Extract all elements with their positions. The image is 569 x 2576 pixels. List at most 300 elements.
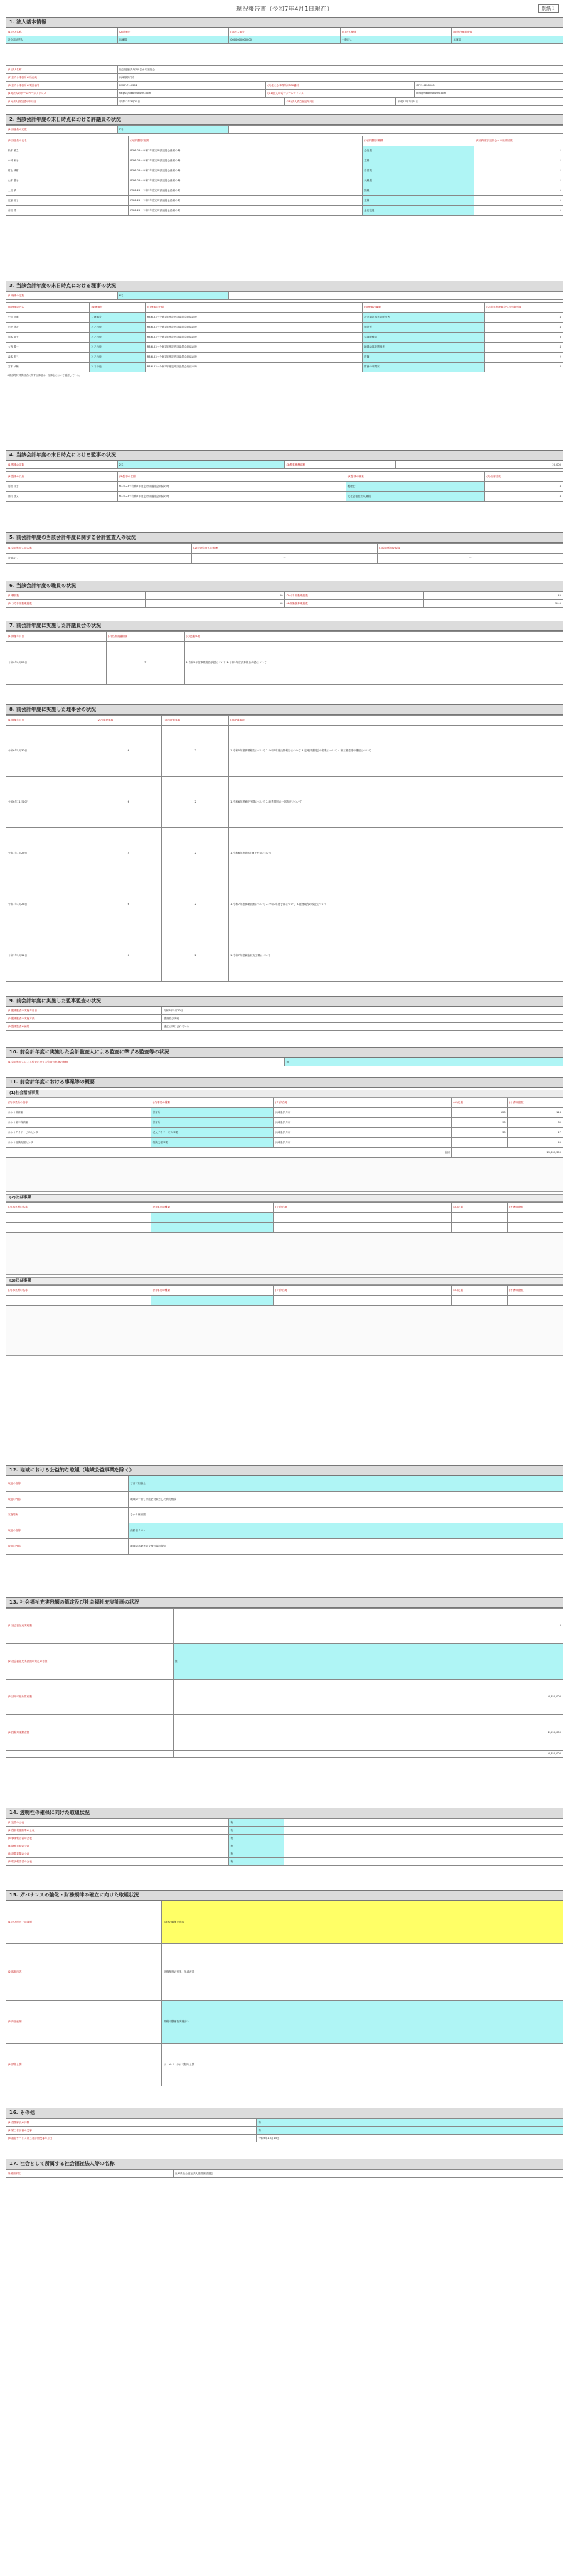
cell: ひかり保育園 [129,1508,563,1523]
empty-cell [6,1296,151,1306]
cell: R3.6.23～令和7年度定時評議員会終結の時 [145,313,362,323]
cell: 27 [507,1128,563,1138]
cell: ひかり保育園 [6,1108,151,1118]
table-row [6,2135,563,2142]
value-cell: 兵庫県 [452,36,563,44]
table-row [6,1858,563,1866]
table-row [6,343,563,353]
cell: 2 [162,828,229,879]
councillor-table [6,136,563,216]
cell: 適正に執行されている [162,1023,563,1031]
section-heading: 11. 前会計年度における事業等の概要 [6,1077,563,1088]
empty-cell [273,1223,452,1233]
cell: 兵庫県伊丹市 [273,1118,452,1128]
label-cell: 取組の名称 [6,1476,129,1492]
cell: 120 [452,1108,507,1118]
label-cell: 実施場所 [6,1508,129,1523]
label-cell: (2)社会福祉充実計画の策定の有無 [6,1644,174,1680]
cell: ホームページにて随時公開 [162,2044,563,2086]
empty-cell [151,1223,273,1233]
label-cell: (2)第三者評価の受審 [6,2127,257,2135]
label-cell: (1)監事監査の実施年月日 [6,1007,162,1015]
label-cell: (4)情報公開 [6,2044,162,2086]
auditor-summary-table [6,461,563,469]
empty-cell [284,1850,563,1858]
table-row [6,492,563,502]
header-cell: (3)評議員の氏名 [6,136,129,146]
header-cell: (4)決議事項 [229,716,563,726]
cell: 4 [485,343,563,353]
value-cell: 兵庫県 [117,36,229,44]
cell: 4 [485,482,563,492]
label-cell: (4)控除対象財産額 [6,1715,174,1751]
label-cell: (1)定款の公表 [6,1819,229,1827]
section-heading: 14. 透明性の確保に向けた取組状況 [6,1808,563,1818]
section-17 [6,2159,563,2184]
table-row [6,166,563,176]
empty-cell [151,1296,273,1306]
table-row [6,1476,563,1492]
cell: 2 [485,353,563,363]
table-row [6,592,563,600]
label-cell: (3)監事報酬総額 [284,461,396,469]
label-cell: (3)福祉サービス第三者評価受審年月日 [6,2135,257,2142]
cell: 令和7年3月31日 [6,930,95,982]
cell: 無 [284,1058,563,1066]
cell: 佐藤 裕子 [6,196,129,206]
total-value: 19,637,350 [452,1148,563,1158]
cell: 0 [173,1609,563,1644]
total-value: 4,850,000 [173,1751,563,1758]
section-heading: 12. 地域における公益的な取組（地域公益事業を除く） [6,1465,563,1476]
cell: 岡本 恵子 [6,333,90,343]
table-row [6,176,563,186]
table-row [6,2170,563,2178]
cell: 中川 正明 [6,313,90,323]
empty-cell [151,1213,273,1223]
section-13 [6,1597,563,1803]
header-cell: (3)会計監査の結果 [378,544,563,554]
section-heading: 17. 社会として所属する社会福祉法人等の名称 [6,2159,563,2169]
label-cell: (12)法人設立認可年月日 [6,98,118,106]
cell: 小林 和子 [6,156,129,166]
section-7 [6,621,563,700]
cell: 4 [485,363,563,372]
director-table [6,302,563,372]
cell: 90 [452,1118,507,1128]
cell: 6 [95,879,162,930]
table-row [6,642,563,685]
cell: 1 [474,156,563,166]
empty-cell [6,1213,151,1223]
label-cell: (13)法人設立登記年月日 [284,98,396,106]
table-row [6,206,563,216]
label-cell: (2)役員報酬基準の公表 [6,1827,229,1835]
empty-cell [507,1223,563,1233]
cell: － [452,1138,507,1148]
section-15 [6,1890,563,2103]
header-cell: (ウ)所在地 [273,1286,452,1296]
label-cell: (7)主たる事務所の所在地 [6,74,118,82]
header-cell: (3)法人番号 [229,28,341,36]
section-5 [6,532,563,576]
header-cell: (5)所在都道府県 [452,28,563,36]
header-cell: (ア)事業所の名称 [6,1286,151,1296]
cell: 2 その他 [90,363,145,372]
table-row [6,1609,563,1644]
cell: 地域の子育て家庭を対象とした育児相談 [129,1492,563,1508]
header-cell: (ウ)所在地 [273,1203,452,1213]
cell: 50.5 [424,600,563,608]
cell: R3.6.23～令和7年度定時評議員会終結の時 [129,196,363,206]
empty-cell [273,1296,452,1306]
empty-cell [6,1223,151,1233]
cell: 2 その他 [90,333,145,343]
cell: 1.令和7年度資金収支予算について [229,930,563,982]
report-title: 現況報告書（令和7年4月1日現在） [236,6,333,12]
cell: 2 その他 [90,323,145,333]
welfare-business-table [6,1098,563,1158]
header-cell: (5)理事の任期 [145,303,362,313]
header-cell: (6)前年度評議員会への出席回数 [474,136,563,146]
table-row [6,2044,563,2086]
cell: 1.令和5年度事業報告について 2.令和5年度決算報告について 3.定時評議員会の招集について 4.第三者委員の選任について [229,726,563,777]
table-row [6,1523,563,1539]
cell: 4 [485,313,563,323]
cell: 有 [257,2127,563,2135]
section-1-contact [6,65,563,97]
header-cell: (2)出席理事数 [95,716,162,726]
label-cell: (1)法人運営上の課題 [6,1901,162,1944]
label-cell: (11)法人の電子メールアドレス [266,90,415,97]
cell: 保育所 [151,1108,273,1118]
cell: 1 [474,206,563,216]
total-label [6,1751,174,1758]
form-id: 別紙１ [538,4,560,13]
label-cell: (1)理事の定数 [6,292,118,300]
total-label: 合計 [6,1148,452,1158]
cell: 田中 美香 [6,323,90,333]
cell: 主婦 [363,196,474,206]
table-row [6,1842,563,1850]
cell: 有 [257,2119,563,2127]
table-row [6,196,563,206]
cell: R3.6.23～令和7年度定時評議員会終結の時 [117,492,346,502]
table-row [6,156,563,166]
value-cell: 0727-62-8060 [415,82,563,90]
table-row [6,1128,563,1138]
cell: 前田 博 [6,206,129,216]
cell: 89 [507,1118,563,1128]
cell: 2 その他 [90,343,145,353]
label-cell: (8)主たる事務所の電話番号 [6,82,118,90]
cell: 30 [452,1128,507,1138]
value-cell: 兵庫県伊丹市 [117,74,563,82]
label-cell: (6)現況報告書の公表 [6,1858,229,1866]
blank-area [6,1158,563,1192]
section-heading: 2. 当該会計年度の末日時点における評議員の状況 [6,114,563,125]
section-2 [6,114,563,277]
cell: 兵庫県社会福祉法人経営者協議会 [173,2170,563,2178]
label-cell: (3)うち非常勤職員数 [6,600,146,608]
table-row [6,1715,563,1751]
cell: 保育所 [151,1118,273,1128]
header-cell: (2)所轄庁 [117,28,229,36]
basic-info-table [6,28,563,44]
value-cell: 平成17年3月31日 [396,98,563,106]
cell: 地域の福祉関係者 [363,343,485,353]
table-row [6,323,563,333]
cell: 会社役員 [363,206,474,216]
label-cell: (1)監事の定数 [6,461,118,469]
cell: 相談支援事業 [151,1138,273,1148]
label-cell: (1)会計監査人による監査に準ずる監査の実施の有無 [6,1058,285,1066]
table-row [6,600,563,608]
table-row [6,1118,563,1128]
cell: R3.6.23～令和7年度定時評議員会終結の時 [145,343,362,353]
cell: 1 [474,146,563,156]
section-heading: 13. 社会福祉充実残額の算定及び社会福祉充実計画の状況 [6,1597,563,1608]
header-cell: (5)出席回数 [485,472,563,482]
table-row [6,1108,563,1118]
section-6 [6,581,563,616]
label-cell: 取組の名称 [6,1523,129,1539]
label-cell: (4)常勤換算職員数 [284,600,424,608]
table-row [6,1508,563,1523]
header-cell: (4)法人種別 [340,28,452,36]
cell: 有 [229,1858,284,1866]
cell: 兵庫県伊丹市 [273,1138,452,1148]
header-cell: (2)会計監査人の報酬 [192,544,378,554]
empty-cell [229,292,563,300]
cell: 研修制度の充実、処遇改善 [162,1944,563,2001]
cell: ひかりデイサービスセンター [6,1128,151,1138]
section-heading: 6. 当該会計年度の職員の状況 [6,581,563,591]
empty-cell [284,1835,563,1842]
table-row [6,1644,563,1680]
table-row [6,879,563,930]
table-row [6,828,563,879]
section-14 [6,1808,563,1886]
value-cell: 0000000000000 [229,36,341,44]
cell: 4,850,000 [173,1680,563,1715]
cell: 5 [95,828,162,879]
section-heading: 3. 当該会計年度の末日時点における理事の状況 [6,281,563,291]
cell: 1 [474,166,563,176]
transparency-table [6,1818,563,1866]
other-table [6,2118,563,2142]
header-cell: (1)開催年月日 [6,716,95,726]
header-cell: (ウ)所在地 [273,1098,452,1108]
subsection-heading: (3)収益事業 [6,1277,563,1285]
label-cell: (4)財産目録の公表 [6,1842,229,1850]
cell: 令和7年3月26日 [6,879,95,930]
label-cell: (2)取組内容 [6,1944,162,2001]
section-3 [6,281,563,446]
cell: 兵庫県伊丹市 [273,1108,452,1118]
header-cell: (イ)事業の種類 [151,1286,273,1296]
subsection-heading: (2)公益事業 [6,1194,563,1202]
table-row [6,363,563,372]
cell: 学識経験者 [363,333,485,343]
cell: R3.6.23～令和7年度定時評議員会終結の時 [145,363,362,372]
cell: R3.6.23～令和7年度定時評議員会終結の時 [129,156,363,166]
councillor-summary-table [6,125,563,134]
label-cell: (3)監事監査の結果 [6,1023,162,1031]
table-row [6,1680,563,1715]
label-cell: (3)活用可能な財産額 [6,1680,174,1715]
cell: 2 [162,726,229,777]
label-cell: (1)社会福祉充実残額 [6,1609,174,1644]
header-cell: (ア)事業所の名称 [6,1203,151,1213]
header-cell: (エ)定員 [452,1286,507,1296]
table-row [6,1023,563,1031]
empty-cell [273,1213,452,1223]
value-cell: 平成17年3月25日 [117,98,284,106]
accounting-auditor-table [6,543,563,564]
cell: 2 [162,777,229,828]
profit-business-table [6,1285,563,1306]
empty-cell [507,1213,563,1223]
table-row [6,146,563,156]
empty-cell [452,1223,507,1233]
cell: 7 [106,642,184,685]
cell: 有 [229,1842,284,1850]
blank-area [6,1306,563,1356]
header-cell: (1)会計監査人の名称 [6,544,192,554]
value-cell: 社会福祉法人伊丹ひかり福祉会 [117,66,563,74]
table-row [6,777,563,828]
cell: 地域の高齢者の交流の場の提供 [129,1539,563,1555]
cell: 18 [145,600,284,608]
header-cell: (3)監事の任期 [117,472,346,482]
cell: 1.令和7年度事業計画について 2.令和7年度予算について 3.経理規程の改正について [229,879,563,930]
table-row [6,1819,563,1827]
cell: 4 [485,492,563,502]
header-cell: (1)開催年月日 [6,632,107,642]
label-cell: (5)計算書類の公表 [6,1850,229,1858]
label-cell: (3)内部統制 [6,2001,162,2044]
director-note: ※親族等特殊関係者に関する事項は、理事会において確認している。 [7,374,82,377]
cell: 1 理事長 [90,313,145,323]
cell: R3.6.23～令和7年度定時評議員会終結の時 [117,482,346,492]
section-heading: 10. 前会計年度に実施した会計監査人による監査に準ずる監査等の状況 [6,1047,563,1058]
section-heading: 4. 当該会計年度の末日時点における監事の状況 [6,450,563,461]
table-row [6,1015,563,1023]
cell: 財務の専門家 [363,363,485,372]
staff-table [6,591,563,608]
public-business-table [6,1202,563,1233]
cell: 西村 康文 [6,492,118,502]
empty-cell [284,1842,563,1850]
table-row [6,313,563,323]
header-cell: (エ)定員 [452,1098,507,1108]
header-cell: (2)監事の氏名 [6,472,118,482]
section-heading: 16. その他 [6,2108,563,2118]
cell: 高齢者サロン [129,1523,563,1539]
cell: 宮本 大輔 [6,363,90,372]
section-heading: 5. 前会計年度の当該会計年度に関する会計監査人の状況 [6,532,563,543]
cell: 6 [95,777,162,828]
label-cell: (1)職員数 [6,592,146,600]
header-cell: (1)法人名称 [6,28,118,36]
table-row [6,186,563,196]
header-cell: (イ)事業の種類 [151,1203,273,1213]
cell: R3.6.23～令和7年度定時評議員会終結の時 [129,176,363,186]
table-row [6,1827,563,1835]
cell: R3.6.23～令和7年度定時評議員会終結の時 [129,166,363,176]
affiliation-table [6,2169,563,2178]
empty-cell [452,1213,507,1223]
table-row [6,333,563,343]
public-interest-table [6,1476,563,1555]
header-cell: (3)理事の氏名 [6,303,90,313]
table-row [6,2119,563,2127]
empty-cell [284,1827,563,1835]
header-cell: (2)出席評議員数 [106,632,184,642]
table-row [6,1492,563,1508]
cell: 令和7年1月29日 [6,828,95,879]
cell: 2 [162,879,229,930]
cell: 無 [173,1644,563,1680]
subsection-heading: (1)社会福祉事業 [6,1090,563,1098]
empty-cell [284,1819,563,1827]
header-cell: (4)監事の職業 [346,472,485,482]
table-row [6,726,563,777]
value-cell: https://hikarifukushi.com [117,90,266,97]
header-cell: (オ)利用者数 [507,1098,563,1108]
value-cell: 0727-71-0202 [117,82,266,90]
table-row [6,2001,563,2044]
section-heading: 8. 前会計年度に実施した理事会の状況 [6,704,563,715]
empty-cell [284,1858,563,1866]
cell: 令和6年5月20日 [162,1007,563,1015]
cell: 1 [474,176,563,186]
table-row [6,1901,563,1944]
section-12 [6,1465,563,1593]
table-row [6,482,563,492]
section-10 [6,1047,563,1073]
empty-cell [229,126,563,134]
value-cell: 20,000 [396,461,563,469]
dates-table [6,97,563,106]
header-cell: (3)決議事項 [184,632,563,642]
cell: 有 [229,1850,284,1858]
section-1-dates [6,97,563,110]
cell: 有 [229,1827,284,1835]
section-8 [6,704,563,992]
label-cell: 所属団体名 [6,2170,174,2178]
cell: 4 [485,323,563,333]
header-cell: (イ)事業の種類 [151,1098,273,1108]
cell: 規程の整備を実施済み [162,2001,563,2044]
cell: 1 [474,196,563,206]
label-cell: (1)評議員の定数 [6,126,118,134]
value-cell: 2名 [117,461,284,469]
cell: 主婦 [363,156,474,166]
label-cell: (1)苦情解決の体制 [6,2119,257,2127]
cell: 医師 [363,353,485,363]
cell: 令和6年6月20日 [6,642,107,685]
cell: 上田 真 [6,186,129,196]
cell: 2,550,000 [173,1715,563,1751]
value-cell: 7名 [117,126,229,134]
label-cell: (9)主たる事務所のFAX番号 [266,82,415,90]
table-row [6,1539,563,1555]
table-row [6,353,563,363]
value-cell: 社会福祉法人 [6,36,118,44]
header-cell: (ア)事業所の名称 [6,1098,151,1108]
